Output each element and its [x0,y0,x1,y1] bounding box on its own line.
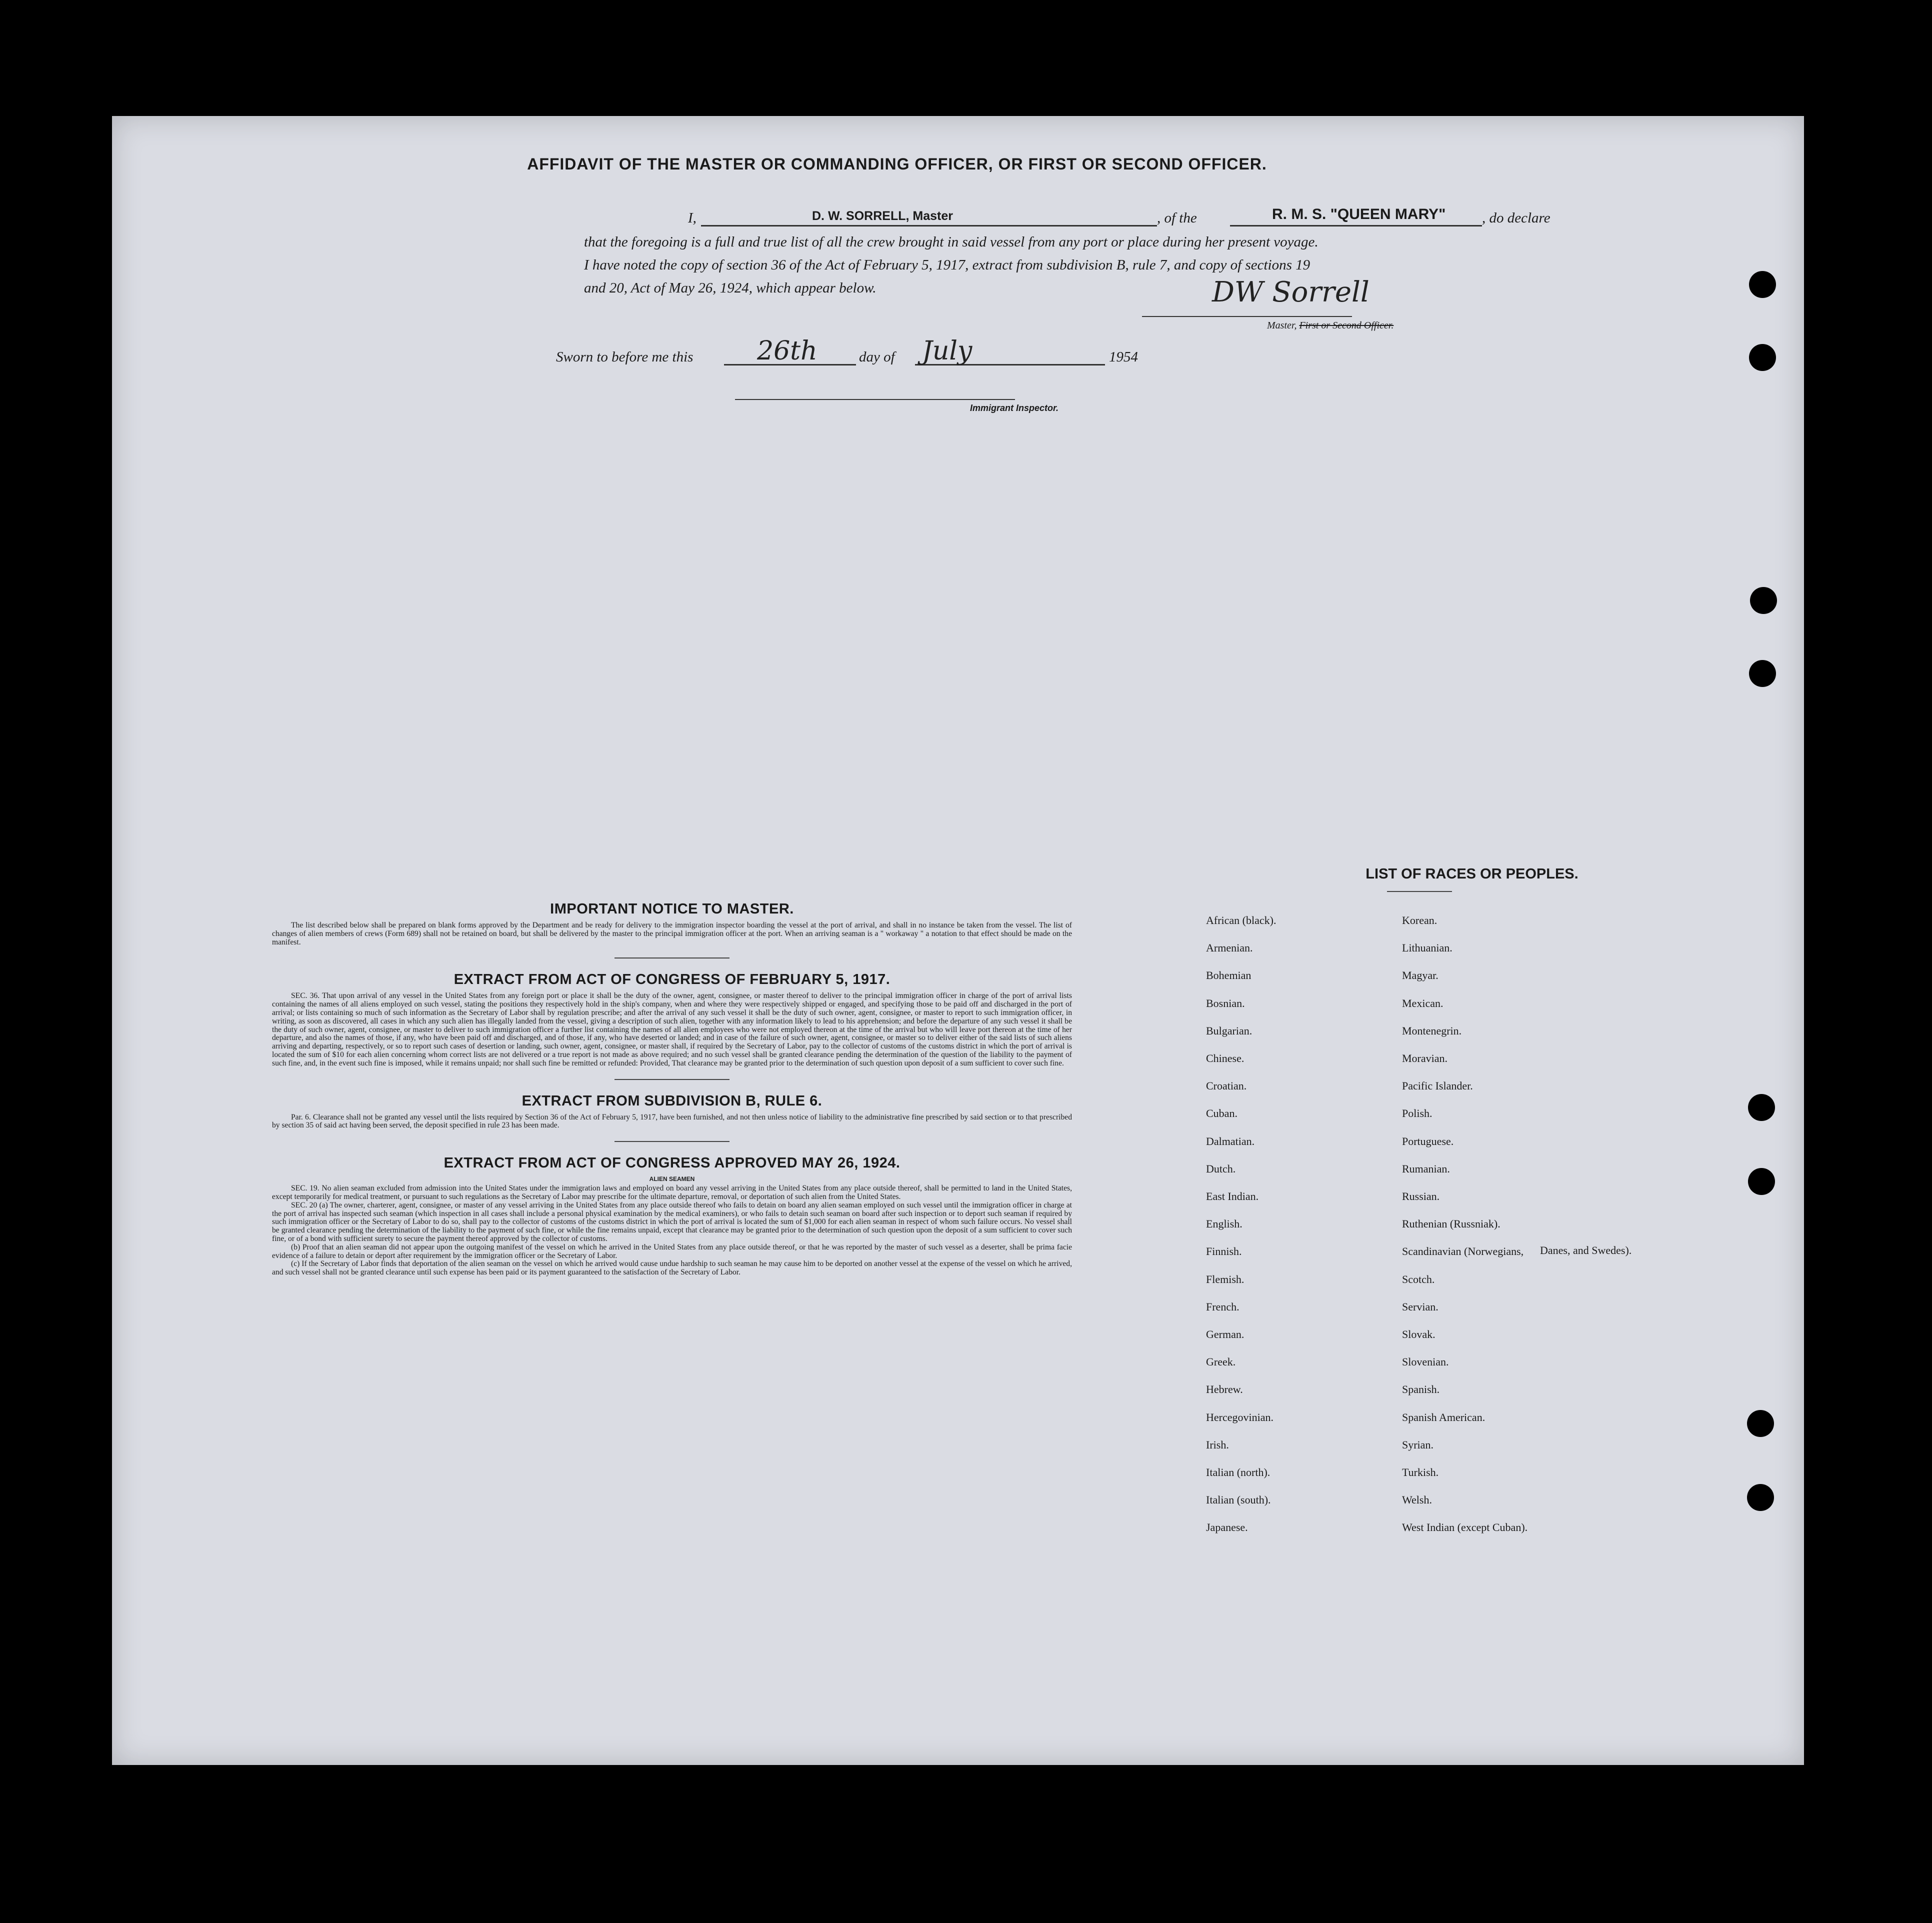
extract2-title: EXTRACT FROM SUBDIVISION B, RULE 6. [522,1092,822,1109]
races-title: LIST OF RACES OR PEOPLES. [1366,866,1578,882]
race-item: Chinese. [1206,1052,1244,1064]
race-item: Syrian. [1402,1438,1434,1451]
race-item: Montenegrin. [1402,1024,1462,1037]
race-item: East Indian. [1206,1190,1259,1202]
binder-hole [1749,660,1776,687]
race-item: Korean. [1402,914,1438,926]
document-page [112,116,1804,1765]
affidavit-line-3: I have noted the copy of section 36 of the Act of February 5, 1917, extract from subdivision B, rule 7, and copy of sections 19 [584,257,1310,273]
inspector-label: Immigrant Inspector. [970,403,1059,413]
year-value: 1954 [1109,349,1138,365]
signer-role [1267,320,1394,332]
vessel-name: R. M. S. "QUEEN MARY" [1272,206,1446,222]
binder-hole [1747,1484,1774,1511]
divider [614,1141,730,1142]
vessel-line [1230,225,1482,226]
divider [614,1079,730,1080]
race-item: Japanese. [1206,1521,1248,1534]
race-item: Hercegovinian. [1206,1411,1274,1424]
race-item: Flemish. [1206,1273,1244,1286]
race-item: Mexican. [1402,997,1444,1010]
affidavit-line-2: that the foregoing is a full and true list of all the crew brought in said vessel from any port or place during her present voyage. [584,234,1318,250]
race-item: Servian. [1402,1300,1438,1313]
extract3-subtitle: ALIEN SEAMEN [649,1176,695,1183]
race-item: Lithuanian. [1402,942,1452,954]
extract3-title: EXTRACT FROM ACT OF CONGRESS APPROVED MAY 26, 1924. [444,1155,900,1172]
race-item: Scotch. [1402,1273,1435,1286]
race-item: Spanish. [1402,1383,1440,1396]
master-signature: DW Sorrell [1212,276,1370,308]
race-item: Slovenian. [1402,1356,1449,1368]
extract2-body: Par. 6. Clearance shall not be granted any vessel until the lists required by Section 36 of the Act of February 5, 1917, have been furnished, and not then unless notice of liability to the administrative fine prescribed by said section or to that prescribed by section 35 of said act having been served, the deposit specified in rule 23 has been made. [272,1112,1072,1130]
race-item: Pacific Islander. [1402,1080,1473,1092]
race-item: Irish. [1206,1438,1229,1451]
race-item: West Indian (except Cuban). [1402,1521,1528,1534]
affidavit-line-4: and 20, Act of May 26, 1924, which appear below. [584,280,876,296]
binder-hole [1748,1094,1775,1121]
day-value: 26th [757,336,818,366]
race-item: African (black). [1206,914,1276,926]
race-item: Cuban. [1206,1107,1238,1120]
race-item: Magyar. [1402,969,1438,982]
race-item: Portuguese. [1402,1135,1454,1148]
extract3-sec20c: (c) If the Secretary of Labor finds that deportation of the alien seaman on the vessel on which he arrived would cause undue hardship to such seaman he may cause him to be deported on another vessel at the expense of the vessel on which he arrived, and such vessel shall not be granted clearance until such expense has been paid or its payment guaranteed to the satisfaction of the Secretary of Labor. [272,1260,1072,1277]
race-item: Armenian. [1206,942,1253,954]
race-item: Italian (north). [1206,1466,1270,1478]
do-declare-text: , do declare [1482,210,1550,226]
race-item: Rumanian. [1402,1162,1450,1175]
extract1-title: EXTRACT FROM ACT OF CONGRESS OF FEBRUARY 5, 1917. [454,972,890,988]
binder-hole [1748,1168,1775,1195]
race-item-continuation: Danes, and Swedes). [1540,1244,1632,1256]
race-item: English. [1206,1218,1242,1230]
race-item: French. [1206,1300,1240,1313]
master-name: D. W. SORRELL, Master [812,209,953,223]
day-of-text: day of [859,349,895,365]
month-value: July [922,336,972,366]
notice-title: IMPORTANT NOTICE TO MASTER. [550,901,794,917]
notice-body: The list described below shall be prepared on blank forms approved by the Department and be ready for delivery to the immigration inspector boarding the vessel at the port of arrival, and shall in no instance be taken from the vessel. The list of changes of alien members of crews (Form 689) shall not be retained on board, but shall be delivered by the master to the principal immigration officer at the port. When an arriving seaman is a " workaway " a notation to that effect should be made on the manifest. [272,921,1072,946]
race-item: Dalmatian. [1206,1135,1255,1148]
race-item: German. [1206,1328,1244,1340]
races-title-underline [1387,891,1452,892]
binder-hole [1749,344,1776,371]
race-item: Bosnian. [1206,997,1245,1010]
race-item: Croatian. [1206,1080,1247,1092]
binder-hole [1750,587,1777,614]
signature-line [1142,316,1352,317]
race-item: Russian. [1402,1190,1440,1202]
extract3-sec19: SEC. 19. No alien seaman excluded from admission into the United States under the immigration laws and employed on board any vessel arriving in the United States from any place outside thereof, shall be permitted to land in the United States, except temporarily for medical treatment, or pursuant to such regulations as the Secretary of Labor may prescribe for the ultimate departure, removal, or deportation of such alien from the United States. [272,1184,1072,1201]
affidavit-title: AFFIDAVIT OF THE MASTER OR COMMANDING OFFICER, OR FIRST OR SECOND OFFICER. [527,155,1267,173]
of-the-text: , of the [1157,210,1197,226]
extract3-sec20b: (b) Proof that an alien seaman did not appear upon the outgoing manifest of the vessel on which he arrived in the United States from any place outside thereof, or that he was reported by the master of such vessel as a deserter, shall be prima facie evidence of a failure to detain or deport after requirement by the immigration officer or the Secretary of Labor. [272,1242,1072,1260]
race-item: Hebrew. [1206,1383,1243,1396]
race-item: Welsh. [1402,1494,1432,1506]
race-item: Polish. [1402,1107,1432,1120]
master-name-line [701,225,1157,226]
binder-hole [1749,271,1776,298]
race-item: Turkish. [1402,1466,1439,1478]
affidavit-prefix: I, [688,210,696,226]
race-item: Bulgarian. [1206,1024,1252,1037]
race-item: Finnish. [1206,1245,1242,1258]
binder-hole [1747,1410,1774,1437]
signer-role-struck: First or Second Officer. [1299,320,1394,331]
race-item: Ruthenian (Russniak). [1402,1218,1500,1230]
inspector-line [735,399,1015,400]
extract3-sec20a: SEC. 20 (a) The owner, charterer, agent, consignee, or master of any vessel arriving in the United States from any place outside thereof who fails to detain on board any alien seaman employed on such vessel until the immigration officer in charge at the port of arrival has inspected such seaman (which inspection in all cases shall include a personal physical examination by the medical examiners), or who fails to detain such seaman on board after such inspection or to deport such seaman if required by such immigration officer or the Secretary of Labor to do so, shall pay to the collector of customs of the customs district in which the port of arrival is located the sum of $1,000 for each alien seaman in respect of whom such failure occurs. No vessel shall be granted clearance pending the determination of the liability to the payment of such fine, or while the fine remains unpaid, except that clearance may be granted prior to the determination of such question upon the deposit of a sum sufficient to cover such fine, or of a bond with sufficient surety to secure the payment thereof approved by the collector of customs. [272,1200,1072,1243]
extract1-body: SEC. 36. That upon arrival of any vessel in the United States from any foreign port or place it shall be the duty of the owner, agent, consignee, or master thereof to deliver to the principal immigration officer in charge of the port of arrival lists containing the names of all aliens employed on such vessel, stating the positions they respectively hold in the ship's company, when and where they were respectively shipped or engaged, and specifying those to be paid off and discharged in the port of arrival; or lists containing so much of such information as the Secretary of Labor shall by regulation prescribe; and after the arrival of any such vessel it shall be the duty of such owner, agent, consignee, or master to report to such immigration officer, in writing, as soon as discovered, all cases in which any such alien has illegally landed from the vessel, giving a description of such alien, together with any information likely to lead to his apprehension; and before the departure of any such vessel it shall be the duty of such owner, agent, consignee, or master to deliver to such immigration officer a further list containing the names of all alien employees who were not employed thereon at the time of the arrival but who will leave port thereon at the time of her departure, and also the names of those, if any, who have been paid off and discharged, and of those, if any, who have deserted or landed; and in case of the failure of such owner, agent, consignee, or master so to deliver either of the said lists of such aliens arriving and departing, respectively, or so to report such cases of desertion or landing, such owner, agent, consignee, or master shall, if required by the Secretary of Labor, pay to the collector of customs of the customs district in which the port of arrival is located the sum of $10 for each alien concerning whom correct lists are not delivered or a true report is not made as above required; and no such vessel shall be granted clearance pending the determination of the question of the liability to the payment of such fine, and, in the event such fine is imposed, while it remains unpaid; nor shall such fine be remitted or refunded: Provided, That clearance may be granted prior to the determination of such question upon deposit of a sum sufficient to cover such fine. [272,992,1072,1068]
legal-notice-section [272,901,1072,1277]
race-item: Italian (south). [1206,1494,1271,1506]
signer-role-prefix: Master, [1267,320,1297,331]
race-item: Scandinavian (Norwegians, [1402,1245,1524,1258]
race-item: Spanish American. [1402,1411,1486,1424]
race-item: Bohemian [1206,969,1252,982]
race-item: Dutch. [1206,1162,1236,1175]
race-item: Moravian. [1402,1052,1448,1064]
race-item: Greek. [1206,1356,1236,1368]
race-item: Slovak. [1402,1328,1436,1340]
sworn-prefix: Sworn to before me this [556,349,694,365]
